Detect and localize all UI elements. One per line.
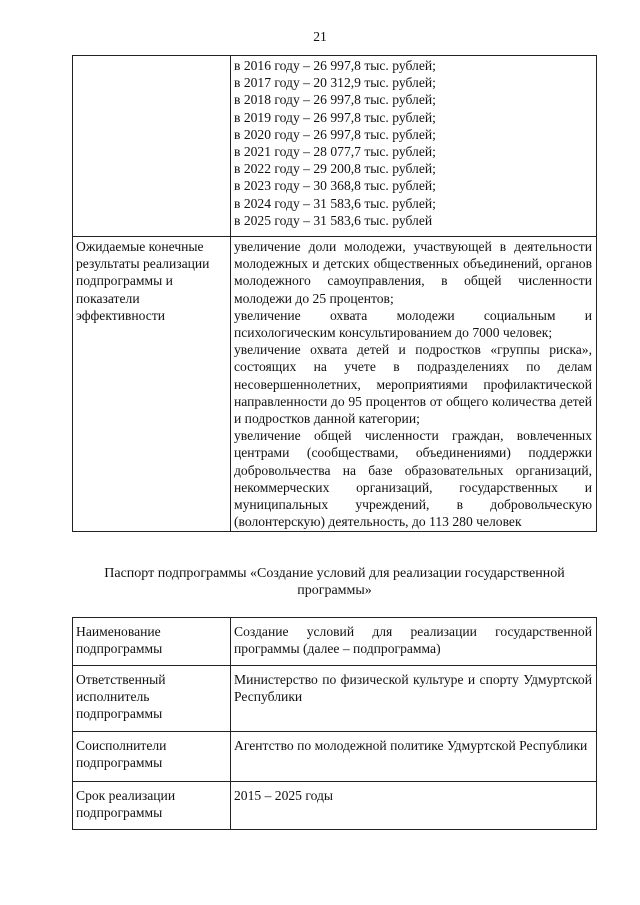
row-value: Агентство по молодежной политике Удмуртской Республики: [231, 732, 597, 782]
results-label: Ожидаемые конечные результаты реализации подпрограммы и показатели эффективности: [73, 237, 231, 532]
funding-line: в 2025 году – 31 583,6 тыс. рублей: [234, 212, 433, 228]
table-row: [73, 666, 597, 732]
row-label: Ответственный исполнитель подпрограммы: [73, 666, 231, 732]
funding-label-cell: [73, 56, 231, 237]
page-number: 21: [313, 29, 327, 44]
funding-line: в 2016 году – 26 997,8 тыс. рублей;: [234, 58, 436, 73]
funding-line: в 2020 году – 26 997,8 тыс. рублей;: [234, 126, 436, 142]
table-row: [73, 618, 597, 666]
row-label: Срок реализации подпрограммы: [73, 782, 231, 830]
table-row: [73, 782, 597, 830]
funding-line: в 2019 году – 26 997,8 тыс. рублей;: [234, 109, 436, 125]
table-row-results: [73, 237, 597, 532]
result-item: увеличение охвата детей и подростков «группы риска», состоящих на учете в подразделениях по делам несовершеннолетних, мероприятиями профилактической направленности до 95 процентов от общего количества детей и подростков данной категории;: [234, 342, 592, 427]
funding-line: в 2022 году – 29 200,8 тыс. рублей;: [234, 161, 436, 177]
subprogram-passport-title: Паспорт подпрограммы «Создание условий для реализации государственной программы»: [104, 566, 565, 598]
row-value: Министерство по физической культуре и спорту Удмуртской Республики: [231, 666, 597, 732]
results-cell: [231, 237, 597, 532]
row-value: 2015 – 2025 годы: [231, 782, 597, 830]
funding-line: в 2021 году – 28 077,7 тыс. рублей;: [234, 144, 436, 160]
row-label: Наименование подпрограммы: [73, 618, 231, 666]
funding-line: в 2017 году – 20 312,9 тыс. рублей;: [234, 75, 436, 91]
result-item: увеличение охвата молодежи социальным и психологическим консультированием до 7000 человек;: [234, 307, 592, 341]
table-row-funding: [73, 56, 597, 237]
funding-values-cell: [231, 56, 597, 237]
row-label: Соисполнители подпрограммы: [73, 732, 231, 782]
row-value: Создание условий для реализации государственной программы (далее – подпрограмма): [231, 618, 597, 666]
funding-line: в 2018 году – 26 997,8 тыс. рублей;: [234, 92, 436, 108]
table-row: [73, 732, 597, 782]
result-item: увеличение доли молодежи, участвующей в деятельности молодежных и детских общественных объединений, органов молодежного самоуправления, в общей численности молодежи до 25 процентов;: [234, 239, 592, 306]
funding-line: в 2023 году – 30 368,8 тыс. рублей;: [234, 178, 436, 194]
subprogram-passport-table: [72, 617, 597, 830]
result-item: увеличение общей численности граждан, вовлеченных центрами (сообществами, объединениями) поддержки добровольчества на базе образовательных организаций, некоммерческих организаций, государственных и муниципальных учреждений, в добровольческую (волонтерскую) деятельность, до 113 280 человек: [234, 428, 592, 530]
funding-line: в 2024 году – 31 583,6 тыс. рублей;: [234, 195, 436, 211]
program-passport-table-continued: [72, 55, 597, 532]
